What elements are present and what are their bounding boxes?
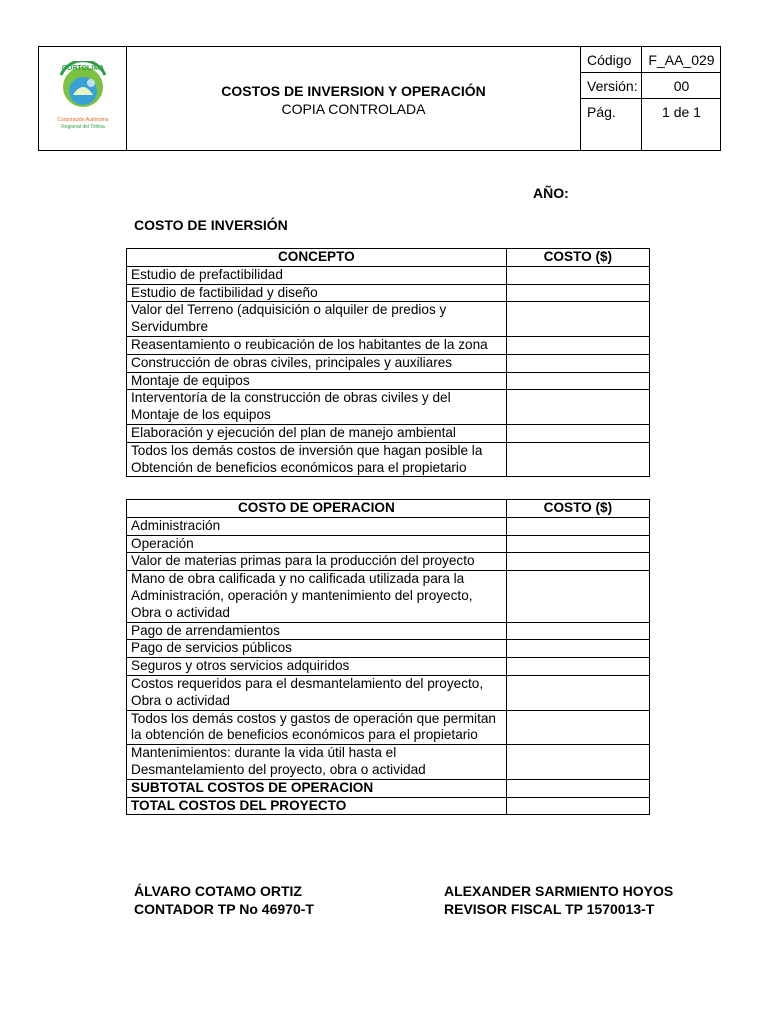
cost-cell[interactable] <box>506 571 649 622</box>
concept-cell: Estudio de factibilidad y diseño <box>127 284 507 302</box>
document-title: COSTOS DE INVERSION Y OPERACIÓN <box>221 83 486 99</box>
total-label: SUBTOTAL COSTOS DE OPERACION <box>127 779 507 797</box>
table-row <box>127 675 650 710</box>
table-row <box>127 390 650 425</box>
cost-cell[interactable] <box>506 336 649 354</box>
concept-cell: Montaje de equipos <box>127 372 507 390</box>
signer-role: REVISOR FISCAL TP 1570013-T <box>444 901 655 917</box>
meta-version: Versión: 00 <box>581 73 720 99</box>
cost-cell[interactable] <box>506 622 649 640</box>
concept-cell: Costos requeridos para el desmantelamiento del proyecto, Obra o actividad <box>127 675 507 710</box>
concept-cell: Interventoría de la construcción de obras civiles y del Montaje de los equipos <box>127 390 507 425</box>
table-row <box>127 535 650 553</box>
cost-cell[interactable] <box>506 517 649 535</box>
concept-cell: Administración <box>127 517 507 535</box>
table-row <box>127 710 650 745</box>
table-row <box>127 517 650 535</box>
concept-cell: Pago de servicios públicos <box>127 640 507 658</box>
table-row <box>127 442 650 477</box>
cost-cell[interactable] <box>506 553 649 571</box>
cortolima-logo <box>51 61 115 141</box>
operation-table <box>126 499 650 815</box>
meta-page: Pág. 1 de 1 <box>587 104 701 120</box>
svg-text:Regional del Tolima: Regional del Tolima <box>61 124 105 130</box>
concept-cell: Mano de obra calificada y no calificada utilizada para la Administración, operación y mantenimiento del proyecto, Obra o actividad <box>127 571 507 622</box>
cost-cell[interactable] <box>506 745 649 780</box>
concept-cell: Valor del Terreno (adquisición o alquiler de predios y Servidumbre <box>127 302 507 337</box>
meta-code: Código F_AA_029 <box>581 47 720 73</box>
table-row <box>127 640 650 658</box>
cost-cell[interactable] <box>506 266 649 284</box>
investment-section-title: COSTO DE INVERSIÓN <box>134 217 288 233</box>
cost-cell[interactable] <box>506 442 649 477</box>
title-cell <box>127 47 581 150</box>
table-row <box>127 622 650 640</box>
document-subtitle: COPIA CONTROLADA <box>281 101 426 117</box>
table-row <box>127 266 650 284</box>
concept-cell: Elaboración y ejecución del plan de manejo ambiental <box>127 424 507 442</box>
col-operation: COSTO DE OPERACION <box>127 500 507 518</box>
cost-cell[interactable] <box>506 675 649 710</box>
signer-name: ALEXANDER SARMIENTO HOYOS <box>444 883 674 899</box>
concept-cell: Construcción de obras civiles, principales y auxiliares <box>127 354 507 372</box>
total-row <box>127 797 650 815</box>
table-row <box>127 658 650 676</box>
cost-cell[interactable] <box>506 424 649 442</box>
signature-accountant <box>134 882 314 918</box>
logo-cell <box>39 47 127 150</box>
table-row <box>127 302 650 337</box>
cost-cell[interactable] <box>506 658 649 676</box>
table-row <box>127 372 650 390</box>
cost-cell[interactable] <box>506 354 649 372</box>
cost-cell[interactable] <box>506 640 649 658</box>
concept-cell: Todos los demás costos de inversión que hagan posible la Obtención de beneficios económicos para el propietario <box>127 442 507 477</box>
cost-cell[interactable] <box>506 372 649 390</box>
cost-cell[interactable] <box>506 390 649 425</box>
signature-auditor <box>444 882 673 918</box>
cost-cell[interactable] <box>506 284 649 302</box>
concept-cell: Pago de arrendamientos <box>127 622 507 640</box>
cost-cell[interactable] <box>506 302 649 337</box>
concept-cell: Mantenimientos: durante la vida útil hasta el Desmantelamiento del proyecto, obra o actividad <box>127 745 507 780</box>
total-row <box>127 779 650 797</box>
signer-name: ÁLVARO COTAMO ORTIZ <box>134 883 302 899</box>
table-row <box>127 354 650 372</box>
signer-role: CONTADOR TP No 46970-T <box>134 901 314 917</box>
concept-cell: Estudio de prefactibilidad <box>127 266 507 284</box>
svg-text:Corporación Autónoma: Corporación Autónoma <box>57 117 109 123</box>
total-value-cell[interactable] <box>506 779 649 797</box>
table-row <box>127 284 650 302</box>
cost-cell[interactable] <box>506 710 649 745</box>
table-row <box>127 745 650 780</box>
table-row <box>127 553 650 571</box>
svg-text:CORTOLIMA: CORTOLIMA <box>61 65 105 72</box>
concept-cell: Valor de materias primas para la producción del proyecto <box>127 553 507 571</box>
concept-cell: Seguros y otros servicios adquiridos <box>127 658 507 676</box>
table-row <box>127 336 650 354</box>
concept-cell: Todos los demás costos y gastos de operación que permitan la obtención de beneficios económicos para el propietario <box>127 710 507 745</box>
concept-cell: Reasentamiento o reubicación de los habitantes de la zona <box>127 336 507 354</box>
total-label: TOTAL COSTOS DEL PROYECTO <box>127 797 507 815</box>
year-label: AÑO: <box>533 185 569 201</box>
col-cost: COSTO ($) <box>506 249 649 267</box>
investment-table <box>126 248 650 477</box>
col-cost: COSTO ($) <box>506 500 649 518</box>
table-row <box>127 424 650 442</box>
col-concept: CONCEPTO <box>127 249 507 267</box>
document-header <box>38 46 721 151</box>
document-meta <box>581 47 720 126</box>
concept-cell: Operación <box>127 535 507 553</box>
table-row <box>127 571 650 622</box>
total-value-cell[interactable] <box>506 797 649 815</box>
cost-cell[interactable] <box>506 535 649 553</box>
